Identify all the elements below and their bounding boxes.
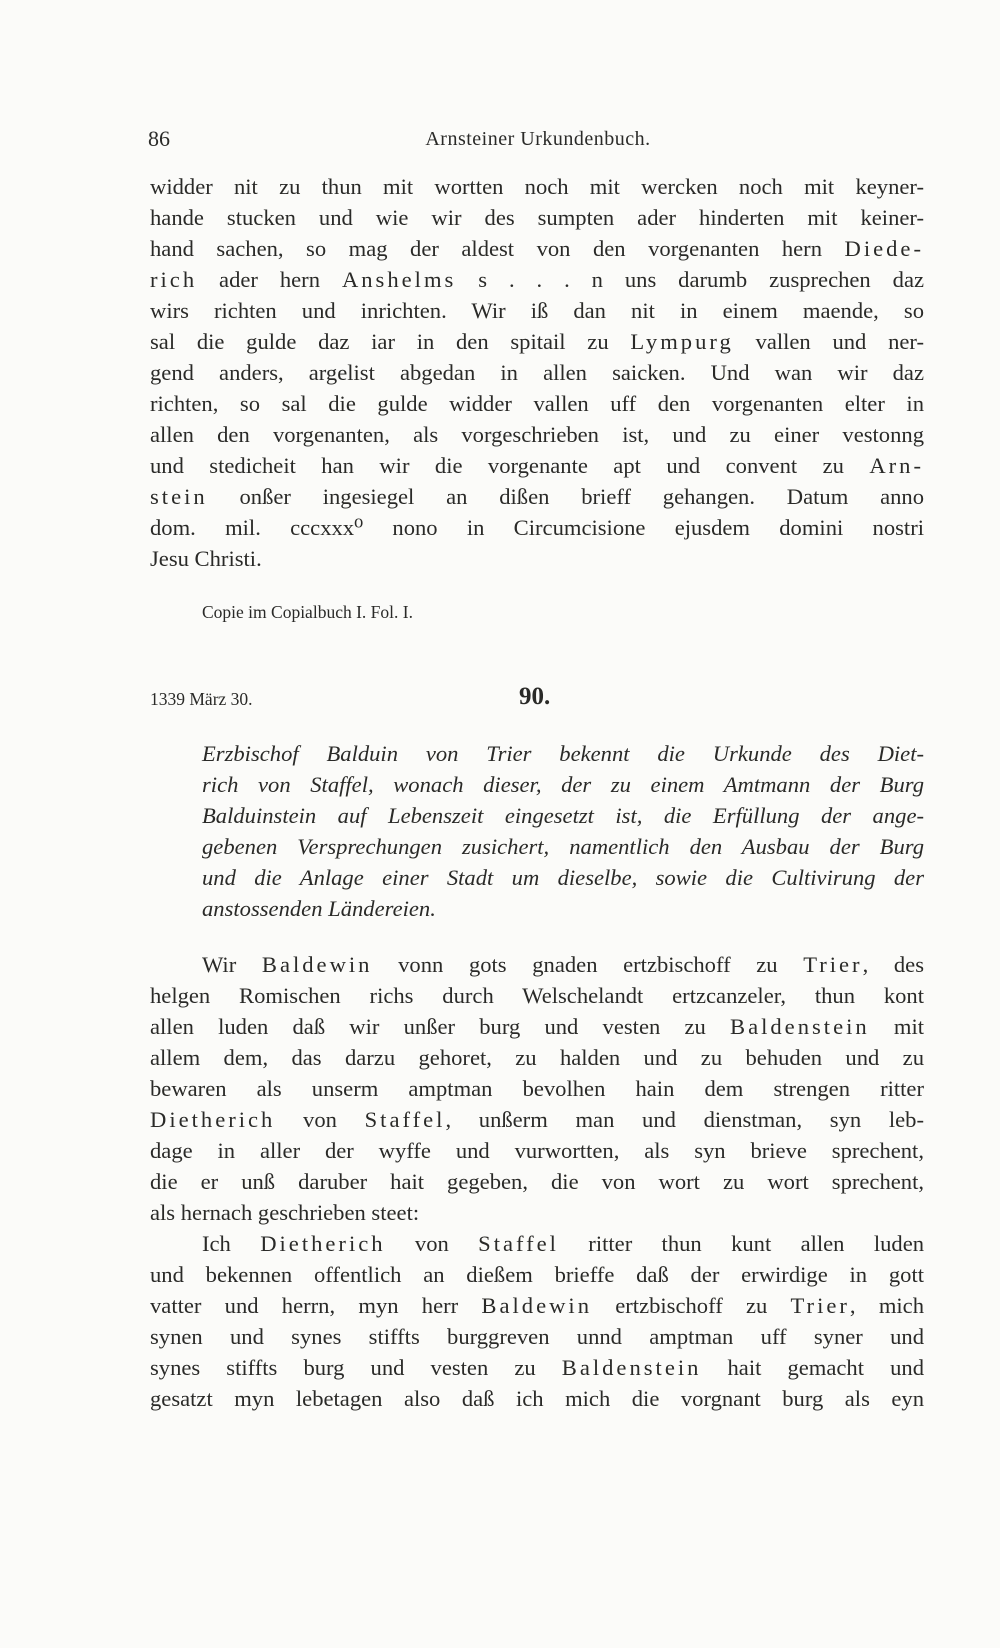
text-line: synen und synes stiffts burggreven unnd amptman uff syner und <box>150 1324 924 1349</box>
document-number: 90. <box>519 683 551 710</box>
text-line: synes stiffts burg und vesten zu Baldenstein hait gemacht und <box>150 1355 924 1380</box>
regest-line: Erzbischof Balduin von Trier bekennt die Urkunde des Diet- <box>202 741 924 766</box>
source-note: Copie im Copialbuch I. Fol. I. <box>202 602 413 622</box>
spaced-name: rich <box>150 267 198 292</box>
spaced-name: Baldenstein <box>561 1355 702 1380</box>
spaced-name: stein <box>150 484 208 509</box>
spaced-name: Staffel <box>364 1107 446 1132</box>
spaced-name: Lympurg <box>630 329 734 354</box>
spaced-name: Baldewin <box>261 952 373 977</box>
text-line: rich ader hern Anshelms s . . . n uns darumb zusprechen daz <box>150 267 925 292</box>
regest-line: rich von Staffel, wonach dieser, der zu einem Amtmann der Burg <box>202 772 924 797</box>
text-line: allen den vorgenanten, als vorgeschrieben ist, und zu einer vestonng <box>150 422 924 447</box>
text-line: Ich Dietherich von Staffel ritter thun kunt allen luden <box>202 1231 925 1256</box>
document-body <box>150 949 924 1414</box>
text-line: allen luden daß wir unßer burg und vesten zu Baldenstein mit <box>150 1014 924 1039</box>
spaced-name: Trier <box>790 1293 850 1318</box>
text-line: dage in aller der wyffe und vurwortten, als syn brieve sprechent, <box>150 1138 924 1163</box>
text-line: vatter und herrn, myn herr Baldewin ertzbischoff zu Trier, mich <box>150 1293 924 1318</box>
page-header <box>148 126 928 158</box>
text-line: sal die gulde daz iar in den spitail zu Lympurg vallen und ner- <box>150 329 924 354</box>
spaced-name: Diede- <box>844 236 924 261</box>
spaced-name: Dietherich <box>150 1107 276 1132</box>
text-line: wirs richten und inrichten. Wir iß dan nit in einem maende, so <box>150 298 924 323</box>
page-number: 86 <box>148 126 170 151</box>
text-line: als hernach geschrieben steet: <box>150 1200 420 1225</box>
text-line: gend anders, argelist abgedan in allen saicken. Und wan wir daz <box>150 360 924 385</box>
text-line: stein onßer ingesiegel an dißen brieff gehangen. Datum anno <box>150 484 924 509</box>
spaced-name: Dietherich <box>260 1231 386 1256</box>
text-line: Wir Baldewin vonn gots gnaden ertzbischoff zu Trier, des <box>202 952 925 977</box>
text-line: hand sachen, so mag der aldest von den vorgenanten hern Diede- <box>150 236 924 261</box>
text-line: die er unß daruber hait gegeben, die von wort zu wort sprechent, <box>150 1169 924 1194</box>
spaced-name: Arn- <box>869 453 924 478</box>
regest-line: anstossenden Ländereien. <box>202 896 436 921</box>
text-line: Jesu Christi. <box>150 546 262 571</box>
text-line: dom. mil. cccxxx⁰ nono in Circumcisione ejusdem domini nostri <box>150 515 924 540</box>
text-line: bewaren als unserm amptman bevolhen hain dem strengen ritter <box>150 1076 924 1101</box>
document-date: 1339 März 30. <box>150 689 253 709</box>
regest-line: und die Anlage einer Stadt um dieselbe, sowie die Cultivirung der <box>202 865 924 890</box>
spaced-name: Baldewin <box>481 1293 592 1318</box>
regest <box>202 738 924 924</box>
spaced-name: Baldenstein <box>730 1014 870 1039</box>
text-line: gesatzt myn lebetagen also daß ich mich die vorgnant burg als eyn <box>150 1386 924 1411</box>
spaced-name: Anshelms <box>341 267 457 292</box>
text-line: Dietherich von Staffel, unßerm man und dienstman, syn leb- <box>150 1107 924 1132</box>
continuation-text <box>150 171 924 574</box>
text-line: richten, so sal die gulde widder vallen uff den vorgenanten elter in <box>150 391 924 416</box>
text-line: hande stucken und wie wir des sumpten ader hinderten mit keiner- <box>150 205 924 230</box>
regest-line: gebenen Versprechungen zusichert, namentlich den Ausbau der Burg <box>202 834 924 859</box>
text-line: und bekennen offentlich an dießem brieffe daß der erwirdige in gott <box>150 1262 924 1287</box>
regest-line: Balduinstein auf Lebenszeit eingesetzt ist, die Erfüllung der ange- <box>202 803 924 828</box>
text-line: widder nit zu thun mit wortten noch mit wercken noch mit keyner- <box>150 174 924 199</box>
text-line: und stedicheit han wir die vorgenante apt und convent zu Arn- <box>150 453 924 478</box>
spaced-name: Trier <box>803 952 863 977</box>
text-line: helgen Romischen richs durch Welschelandt ertzcanzeler, thun kont <box>150 983 924 1008</box>
spaced-name: Staffel <box>478 1231 559 1256</box>
running-title: Arnsteiner Urkundenbuch. <box>425 128 651 150</box>
text-line: allem dem, das darzu gehoret, zu halden und zu behuden und zu <box>150 1045 924 1070</box>
